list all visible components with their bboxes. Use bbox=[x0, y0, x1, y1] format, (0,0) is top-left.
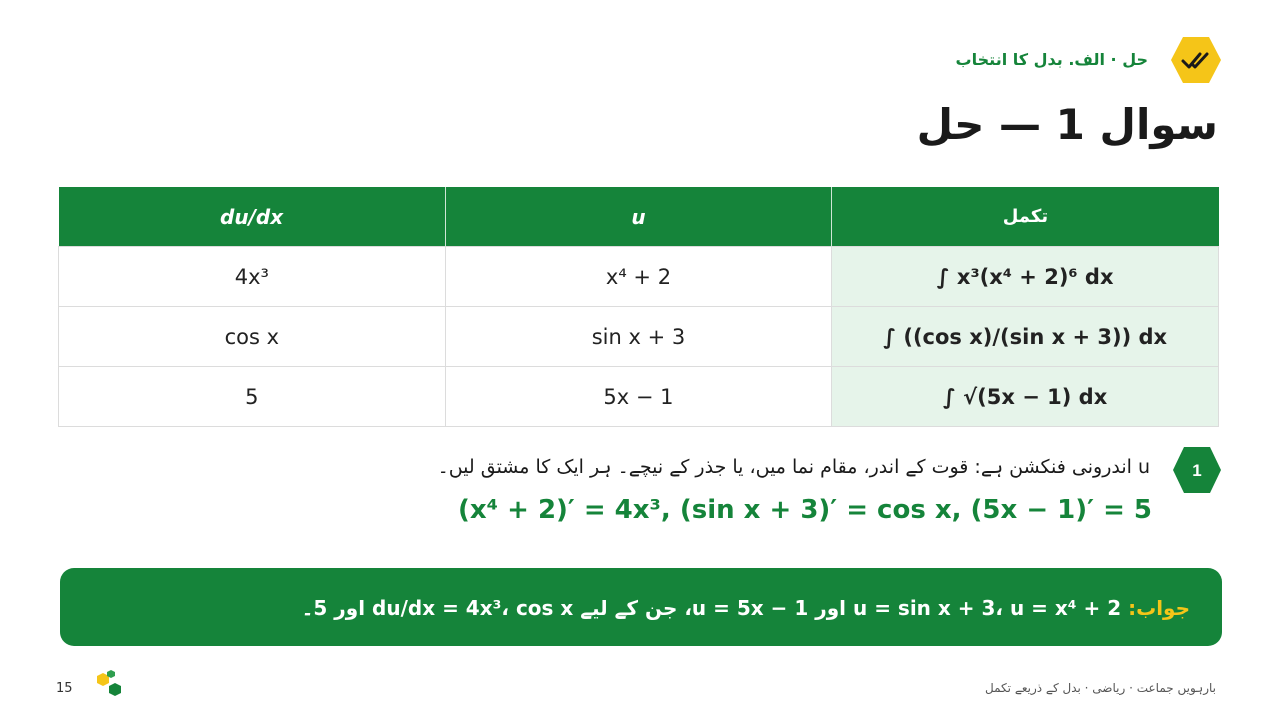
page-title: سوال 1 — حل bbox=[916, 100, 1218, 149]
table-row bbox=[59, 247, 1219, 307]
solution-table bbox=[58, 187, 1219, 427]
table-row bbox=[59, 307, 1219, 367]
header-integral: تکمل bbox=[832, 187, 1219, 247]
step-number-badge bbox=[1172, 446, 1222, 494]
footer-text: بارہویں جماعت · ریاضی · بدل کے ذریعے تکمل bbox=[985, 681, 1216, 695]
answer-box bbox=[60, 568, 1222, 646]
step-text: u اندرونی فنکشن ہے: قوت کے اندر، مقام نما میں، یا جذر کے نیچے۔ ہر ایک کا مشتق لیں۔ bbox=[437, 456, 1150, 478]
cell-integral: ∫ x³(x⁴ + 2)⁶ dx bbox=[832, 247, 1219, 307]
logo-icon bbox=[92, 670, 128, 700]
cell-u: 5x − 1 bbox=[445, 367, 832, 427]
cell-dudx: 5 bbox=[59, 367, 446, 427]
table-header-row bbox=[59, 187, 1219, 247]
step-math: (x⁴ + 2)′ = 4x³, (sin x + 3)′ = cos x, (5x − 1)′ = 5 bbox=[458, 495, 1152, 525]
cell-u: sin x + 3 bbox=[445, 307, 832, 367]
answer-label: جواب: bbox=[1128, 596, 1190, 620]
section-label: حل · الف. بدل کا انتخاب bbox=[955, 50, 1148, 69]
answer-text: u = sin x + 3، u = x⁴ + 2 اور u = 5x − 1، جن کے لیے du/dx = 4x³، cos x اور 5۔ bbox=[301, 596, 1122, 620]
step-number: 1 bbox=[1192, 461, 1202, 480]
cell-integral: ∫ ((cos x)/(sin x + 3)) dx bbox=[832, 307, 1219, 367]
header-u: u bbox=[445, 187, 832, 247]
answer-line bbox=[302, 596, 1190, 620]
table-row bbox=[59, 367, 1219, 427]
page-number: 15 bbox=[56, 681, 73, 696]
cell-u: x⁴ + 2 bbox=[445, 247, 832, 307]
header-dudx: du/dx bbox=[59, 187, 446, 247]
cell-integral: ∫ √(5x − 1) dx bbox=[832, 367, 1219, 427]
cell-dudx: cos x bbox=[59, 307, 446, 367]
cell-dudx: 4x³ bbox=[59, 247, 446, 307]
double-check-icon bbox=[1170, 36, 1222, 84]
